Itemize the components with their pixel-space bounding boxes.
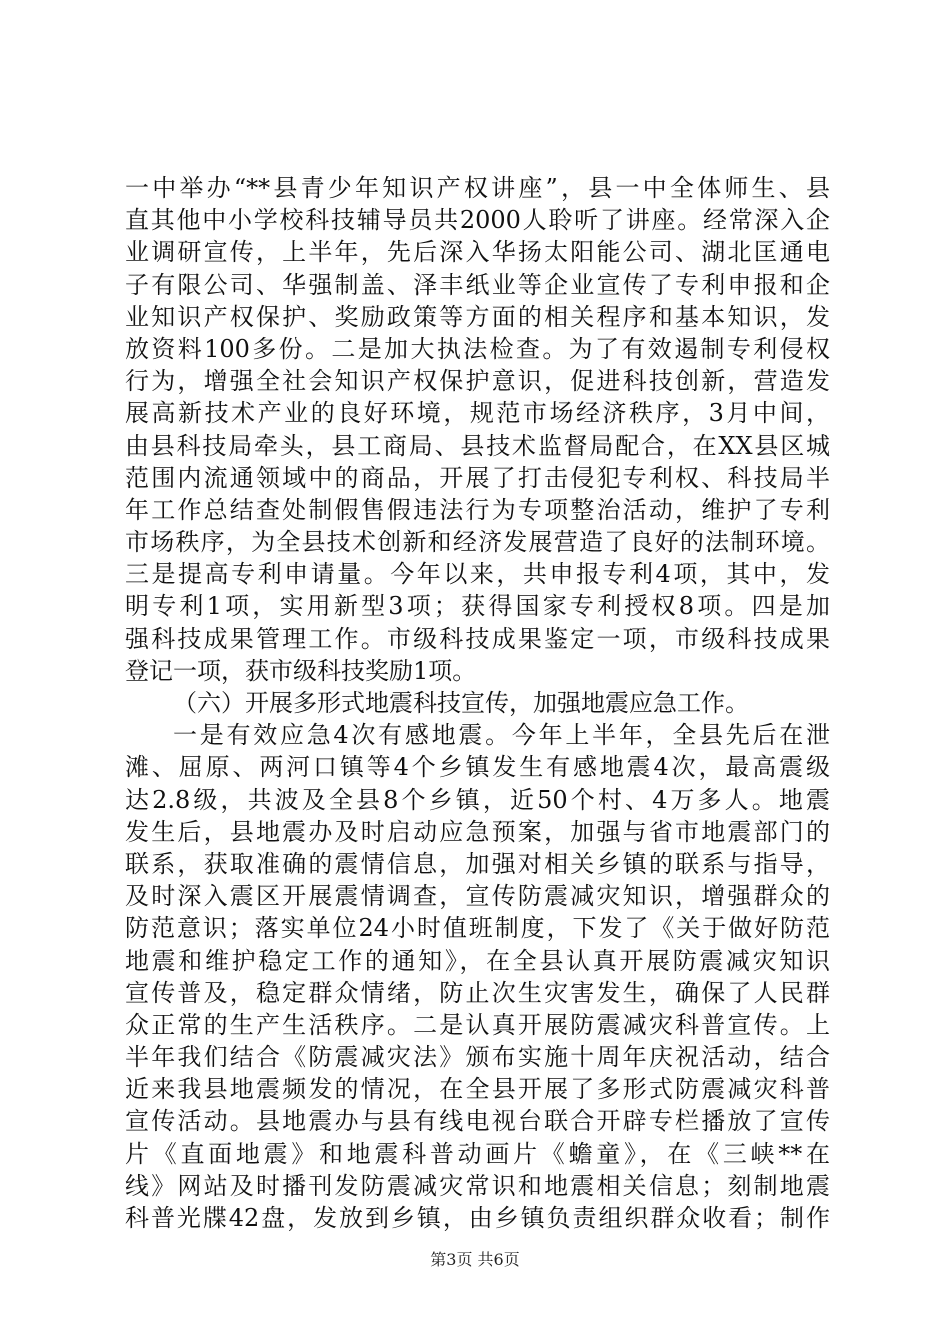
text-line: 范围内流通领域中的商品，开展了打击侵犯专利权、科技局半 <box>125 463 830 492</box>
text-line: 业知识产权保护、奖励政策等方面的相关程序和基本知识，发 <box>125 302 830 331</box>
text-line: 一中举办“**县青少年知识产权讲座”，县一中全体师生、县 <box>125 174 830 202</box>
page-number-footer: 第3页 共6页 <box>430 1250 520 1269</box>
text-line: 由县科技局牵头，县工商局、县技术监督局配合，在XX县区城 <box>125 431 830 460</box>
text-line: 业调研宣传，上半年，先后深入华扬太阳能公司、湖北匡通电 <box>125 238 830 267</box>
text-line: 行为，增强全社会知识产权保护意识，促进科技创新，营造发 <box>125 367 830 396</box>
text-line: 众正常的生产生活秩序。二是认真开展防震减灾科普宣传。上 <box>125 1010 830 1039</box>
text-line: 半年我们结合《防震减灾法》颁布实施十周年庆祝活动，结合 <box>125 1043 830 1072</box>
text-line: 联系，获取准确的震情信息，加强对相关乡镇的联系与指导， <box>125 849 830 878</box>
text-line: 登记一项，获市级科技奖励1项。 <box>125 656 477 685</box>
text-line: 及时深入震区开展震情调查，宣传防震减灾知识，增强群众的 <box>125 882 830 911</box>
text-line: 发生后，县地震办及时启动应急预案，加强与省市地震部门的 <box>125 817 830 846</box>
section-heading: （六）开展多形式地震科技宣传，加强地震应急工作。 <box>173 689 749 717</box>
text-line: 强科技成果管理工作。市级科技成果鉴定一项，市级科技成果 <box>125 624 830 653</box>
text-line: 子有限公司、华强制盖、泽丰纸业等企业宣传了专利申报和企 <box>125 270 830 299</box>
text-line: 直其他中小学校科技辅导员共2000人聆听了讲座。经常深入企 <box>125 206 830 235</box>
text-line: 片《直面地震》和地震科普动画片《蟾童》，在《三峡**在 <box>125 1139 830 1168</box>
text-line: 滩、屈原、两河口镇等4个乡镇发生有感地震4次，最高震级 <box>125 753 830 782</box>
text-line: 宣传活动。县地震办与县有线电视台联合开辟专栏播放了宣传 <box>125 1107 830 1136</box>
text-line: 近来我县地震频发的情况，在全县开展了多形式防震减灾科普 <box>125 1075 830 1104</box>
text-line: 地震和维护稳定工作的通知》，在全县认真开展防震减灾知识 <box>125 946 830 975</box>
text-line: 防范意识；落实单位24小时值班制度，下发了《关于做好防范 <box>125 914 830 943</box>
text-line: 市场秩序，为全县技术创新和经济发展营造了良好的法制环境。 <box>125 528 830 557</box>
document-body <box>125 172 830 1234</box>
text-line: 一是有效应急4次有感地震。今年上半年，全县先后在泄 <box>173 721 830 750</box>
text-line: 年工作总结查处制假售假违法行为专项整治活动，维护了专利 <box>125 495 830 524</box>
text-line: 达2.8级，共波及全县8个乡镇，近50个村、4万多人。地震 <box>125 785 830 814</box>
text-line: 三是提高专利申请量。今年以来，共申报专利4项，其中，发 <box>125 560 830 589</box>
text-line: 展高新技术产业的良好环境，规范市场经济秩序，3月中间， <box>125 399 830 428</box>
text-line: 宣传普及，稳定群众情绪，防止次生灾害发生，确保了人民群 <box>125 978 830 1007</box>
text-line: 科普光牒42盘，发放到乡镇，由乡镇负责组织群众收看；制作 <box>125 1204 830 1232</box>
text-line: 明专利1项，实用新型3项；获得国家专利授权8项。四是加 <box>125 592 830 621</box>
text-line: 线》网站及时播刊发防震减灾常识和地震相关信息；刻制地震 <box>125 1171 830 1200</box>
text-line: 放资料100多份。二是加大执法检查。为了有效遏制专利侵权 <box>125 334 830 363</box>
